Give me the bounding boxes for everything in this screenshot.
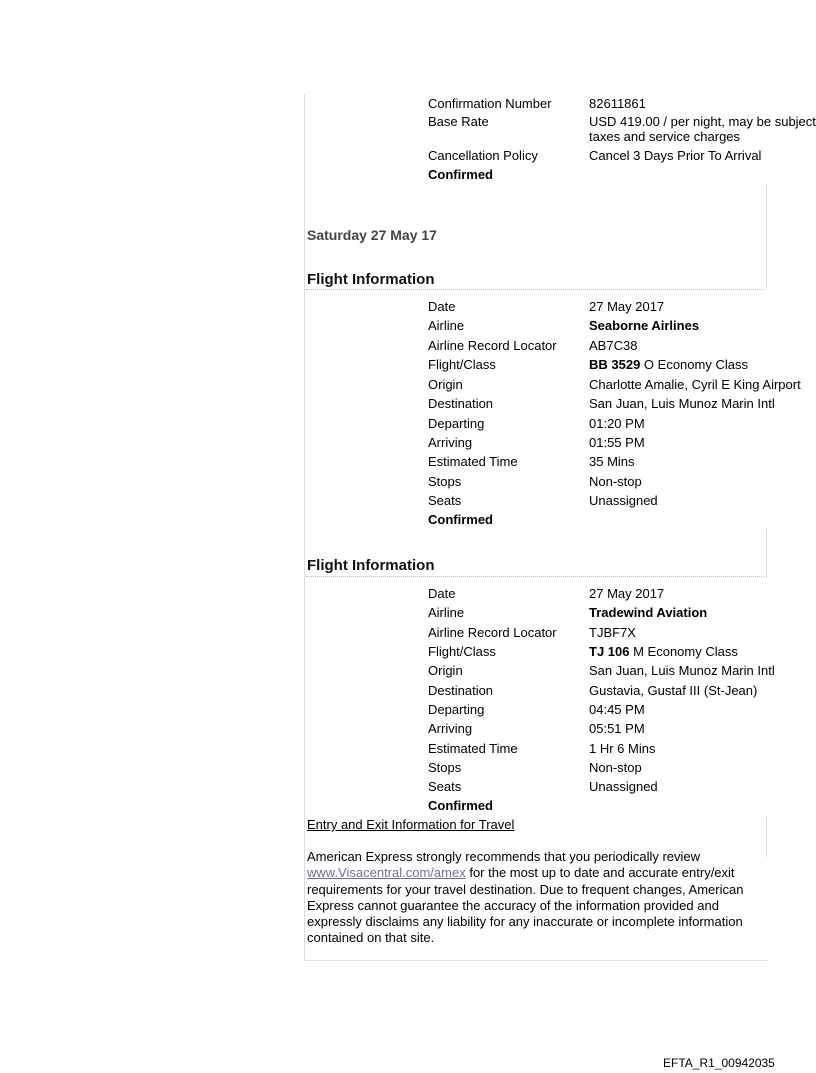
flight-2-departing: 04:45 PM <box>589 702 645 717</box>
entry-text-before: American Express strongly recommends that you periodically review <box>307 849 701 864</box>
section-divider <box>766 817 767 857</box>
flight-2-date-label: Date <box>428 586 456 601</box>
flight-1-locator-label: Airline Record Locator <box>428 338 557 353</box>
flight-2-locator-label: Airline Record Locator <box>428 625 557 640</box>
flight-2-stops-label: Stops <box>428 760 462 775</box>
flight-1-flight-number: BB 3529 <box>589 357 641 372</box>
section-divider <box>766 530 767 578</box>
flight-2-heading-rule <box>306 576 764 577</box>
cancellation-policy-label: Cancellation Policy <box>428 148 538 163</box>
flight-1-origin: Charlotte Amalie, Cyril E King Airport <box>589 377 801 392</box>
flight-1-estimated-time: 35 Mins <box>589 454 635 469</box>
section-divider <box>766 185 767 289</box>
flight-1-heading-rule <box>306 289 764 290</box>
flight-1-destination: San Juan, Luis Munoz Marin Intl <box>589 396 775 411</box>
flight-1-status: Confirmed <box>428 512 493 527</box>
flight-2-seats: Unassigned <box>589 779 658 794</box>
flight-2-arriving-label: Arriving <box>428 721 473 736</box>
flight-1-date-label: Date <box>428 299 456 314</box>
flight-1-stops: Non-stop <box>589 474 642 489</box>
flight-2-flight-number: TJ 106 <box>589 644 630 659</box>
hotel-status: Confirmed <box>428 167 493 182</box>
flight-2-locator: TJBF7X <box>589 625 636 640</box>
confirmation-number-label: Confirmation Number <box>428 96 552 111</box>
visacentral-link[interactable]: www.Visacentral.com/amex <box>307 865 466 881</box>
flight-2-class: M Economy Class <box>629 644 738 659</box>
flight-1-seats-label: Seats <box>428 493 462 508</box>
flight-1-class-label: Flight/Class <box>428 357 496 372</box>
flight-1-class: O Economy Class <box>640 357 748 372</box>
flight-1-destination-label: Destination <box>428 396 494 411</box>
entry-exit-paragraph <box>307 849 752 947</box>
flight-2-date: 27 May 2017 <box>589 586 665 601</box>
flight-2-status: Confirmed <box>428 798 493 813</box>
flight-2-estimated-time: 1 Hr 6 Mins <box>589 741 656 756</box>
flight-2-flight-class <box>589 644 738 660</box>
flight-1-stops-label: Stops <box>428 474 462 489</box>
flight-2-airline-label: Airline <box>428 605 465 620</box>
flight-1-heading: Flight Information <box>307 271 435 288</box>
flight-2-stops: Non-stop <box>589 760 642 775</box>
flight-1-airline: Seaborne Airlines <box>589 318 700 333</box>
flight-1-airline-label: Airline <box>428 318 465 333</box>
base-rate-label: Base Rate <box>428 114 489 129</box>
flight-2-arriving: 05:51 PM <box>589 721 645 736</box>
flight-2-departing-label: Departing <box>428 702 485 717</box>
flight-2-airline: Tradewind Aviation <box>589 605 708 620</box>
flight-2-destination: Gustavia, Gustaf III (St-Jean) <box>589 683 758 698</box>
entry-text-after: for the most up to date and accurate entry/exit requirements for your travel destination. Due to frequent changes, American Express cannot guarantee the accuracy of the information provided and expressly disclaims any liability for any inaccurate or incomplete information contained on that site. <box>307 865 744 946</box>
flight-1-locator: AB7C38 <box>589 338 638 353</box>
flight-1-estimated-time-label: Estimated Time <box>428 454 518 469</box>
base-rate-value-line1: USD 419.00 / per night, may be subject <box>589 114 816 129</box>
flight-2-destination-label: Destination <box>428 683 494 698</box>
entry-exit-heading: Entry and Exit Information for Travel <box>307 817 515 832</box>
day-heading: Saturday 27 May 17 <box>307 227 437 243</box>
flight-2-estimated-time-label: Estimated Time <box>428 741 518 756</box>
flight-1-departing: 01:20 PM <box>589 416 645 431</box>
flight-2-class-label: Flight/Class <box>428 644 496 659</box>
flight-1-date: 27 May 2017 <box>589 299 665 314</box>
flight-1-seats: Unassigned <box>589 493 658 508</box>
flight-2-origin-label: Origin <box>428 663 463 678</box>
flight-1-flight-class <box>589 357 748 373</box>
confirmation-number-value: 82611861 <box>589 96 646 111</box>
base-rate-value-line2: taxes and service charges <box>589 129 741 144</box>
flight-1-arriving: 01:55 PM <box>589 435 645 450</box>
cancellation-policy-value: Cancel 3 Days Prior To Arrival <box>589 148 762 163</box>
flight-1-arriving-label: Arriving <box>428 435 473 450</box>
flight-2-heading: Flight Information <box>307 557 435 574</box>
flight-1-origin-label: Origin <box>428 377 463 392</box>
document-id: EFTA_R1_00942035 <box>663 1056 775 1070</box>
flight-2-origin: San Juan, Luis Munoz Marin Intl <box>589 663 775 678</box>
flight-2-seats-label: Seats <box>428 779 462 794</box>
flight-1-departing-label: Departing <box>428 416 485 431</box>
